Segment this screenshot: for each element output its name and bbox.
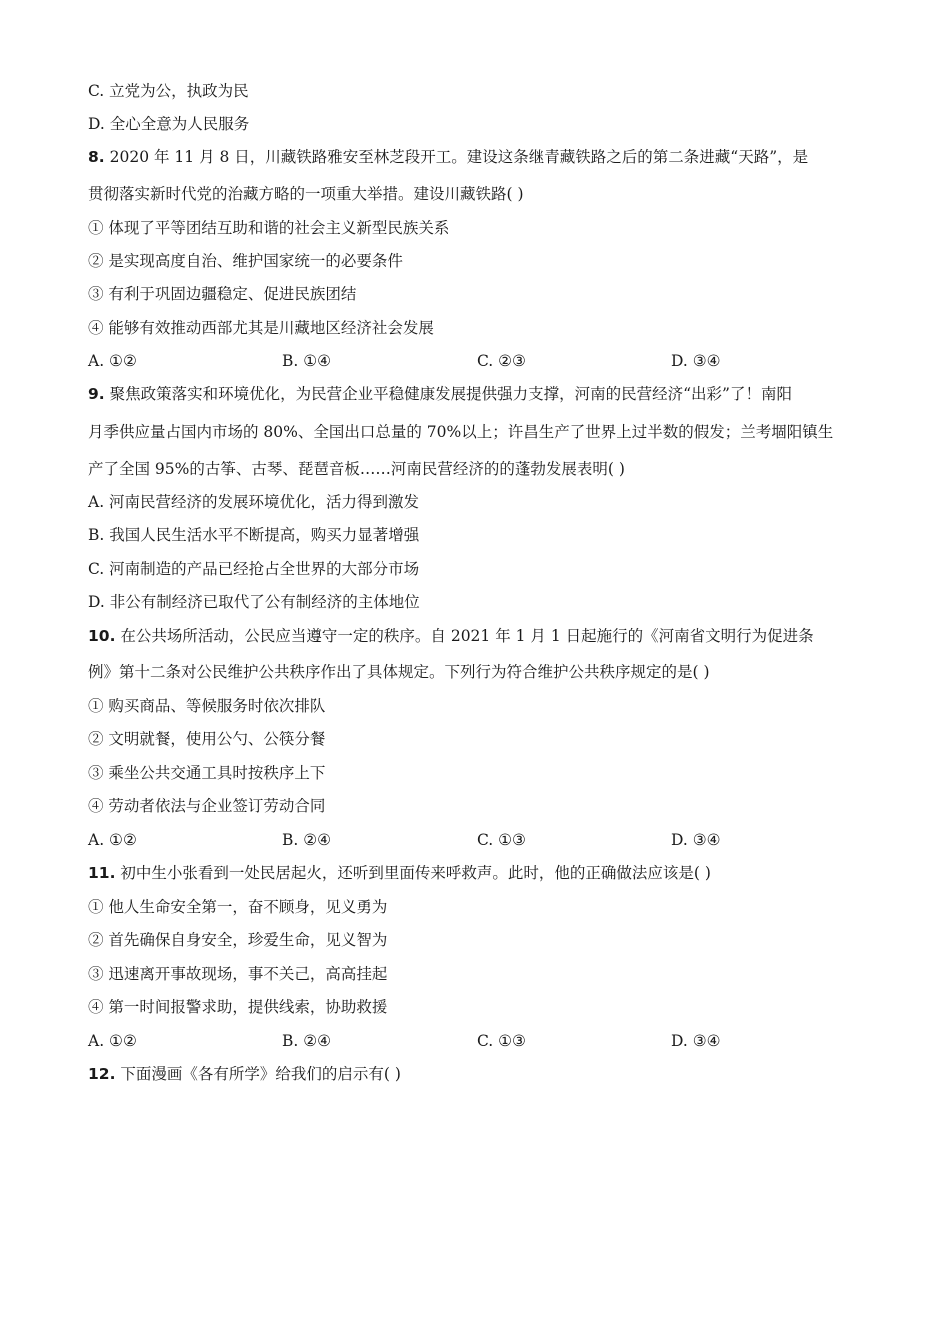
q9-stem-text-1: 聚焦政策落实和环境优化，为民营企业平稳健康发展提供强力支撑，河南的民营经济“出彩”了！南阳 xyxy=(109,385,792,403)
q12-number: 12. xyxy=(88,1065,116,1083)
q10-number: 10. xyxy=(88,627,116,645)
q8-stem-text-1: 2020 年 11 月 8 日，川藏铁路雅安至林芝段开工。建设这条继青藏铁路之后的第二条进藏“天路”，是 xyxy=(109,148,809,166)
q10-statement-1: ① 购买商品、等候服务时依次排队 xyxy=(88,697,326,715)
q10-choice-a: A. ①② xyxy=(88,831,137,849)
q11-choices xyxy=(88,1031,868,1051)
q8-statement-1: ① 体现了平等团结互助和谐的社会主义新型民族关系 xyxy=(88,219,450,237)
q8-stem-line-1 xyxy=(88,147,870,167)
q8-choice-d: D. ③④ xyxy=(671,352,721,370)
q8-statement-4: ④ 能够有效推动西部尤其是川藏地区经济社会发展 xyxy=(88,319,434,337)
q9-option-d: D. 非公有制经济已取代了公有制经济的主体地位 xyxy=(88,593,420,611)
q10-statement-4: ④ 劳动者依法与企业签订劳动合同 xyxy=(88,797,326,815)
q10-choice-c: C. ①③ xyxy=(477,831,526,849)
q11-stem-line-1 xyxy=(88,863,870,883)
q11-number: 11. xyxy=(88,864,116,882)
q11-statement-4: ④ 第一时间报警求助，提供线索，协助救援 xyxy=(88,998,388,1016)
q10-stem-line-2: 例》第十二条对公民维护公共秩序作出了具体规定。下列行为符合维护公共秩序规定的是( ) xyxy=(88,663,710,681)
q10-choices xyxy=(88,830,868,850)
q8-number: 8. xyxy=(88,148,105,166)
q11-choice-d: D. ③④ xyxy=(671,1032,721,1050)
q11-statement-2: ② 首先确保自身安全，珍爱生命，见义智为 xyxy=(88,931,388,949)
q10-statement-3: ③ 乘坐公共交通工具时按秩序上下 xyxy=(88,764,326,782)
q11-choice-a: A. ①② xyxy=(88,1032,137,1050)
q8-choice-a: A. ①② xyxy=(88,352,137,370)
q8-choices xyxy=(88,351,868,371)
q11-choice-c: C. ①③ xyxy=(477,1032,526,1050)
q10-stem-text-1: 在公共场所活动，公民应当遵守一定的秩序。自 2021 年 1 月 1 日起施行的《河南省文明行为促进条 xyxy=(120,627,814,645)
q10-statement-2: ② 文明就餐，使用公勺、公筷分餐 xyxy=(88,730,326,748)
q9-option-c: C. 河南制造的产品已经抢占全世界的大部分市场 xyxy=(88,560,420,578)
q9-option-a: A. 河南民营经济的发展环境优化，活力得到激发 xyxy=(88,493,420,511)
q7-option-d: D. 全心全意为人民服务 xyxy=(88,115,250,133)
q10-choice-d: D. ③④ xyxy=(671,831,721,849)
q12-stem-text-1: 下面漫画《各有所学》给我们的启示有( ) xyxy=(120,1065,401,1083)
q8-choice-b: B. ①④ xyxy=(282,352,332,370)
q10-stem-line-1 xyxy=(88,626,870,646)
q9-number: 9. xyxy=(88,385,105,403)
q11-statement-3: ③ 迅速离开事故现场，事不关己，高高挂起 xyxy=(88,965,388,983)
q10-choice-b: B. ②④ xyxy=(282,831,332,849)
q8-stem-line-2: 贯彻落实新时代党的治藏方略的一项重大举措。建设川藏铁路( ) xyxy=(88,185,524,203)
q11-choice-b: B. ②④ xyxy=(282,1032,332,1050)
q9-stem-line-3: 产了全国 95%的古筝、古琴、琵琶音板……河南民营经济的的蓬勃发展表明( ) xyxy=(88,460,625,478)
q7-option-c: C. 立党为公，执政为民 xyxy=(88,82,249,100)
q9-option-b: B. 我国人民生活水平不断提高，购买力显著增强 xyxy=(88,526,420,544)
q9-stem-line-2: 月季供应量占国内市场的 80%、全国出口总量的 70%以上；许昌生产了世界上过半数的假发；兰考堌阳镇生 xyxy=(88,423,834,441)
q8-choice-c: C. ②③ xyxy=(477,352,526,370)
q8-statement-2: ② 是实现高度自治、维护国家统一的必要条件 xyxy=(88,252,403,270)
q11-statement-1: ① 他人生命安全第一，奋不顾身，见义勇为 xyxy=(88,898,388,916)
q12-stem-line-1 xyxy=(88,1064,870,1084)
q8-statement-3: ③ 有利于巩固边疆稳定、促进民族团结 xyxy=(88,285,357,303)
q11-stem-text-1: 初中生小张看到一处民居起火，还听到里面传来呼救声。此时，他的正确做法应该是( ) xyxy=(120,864,711,882)
q9-stem-line-1 xyxy=(88,384,870,404)
